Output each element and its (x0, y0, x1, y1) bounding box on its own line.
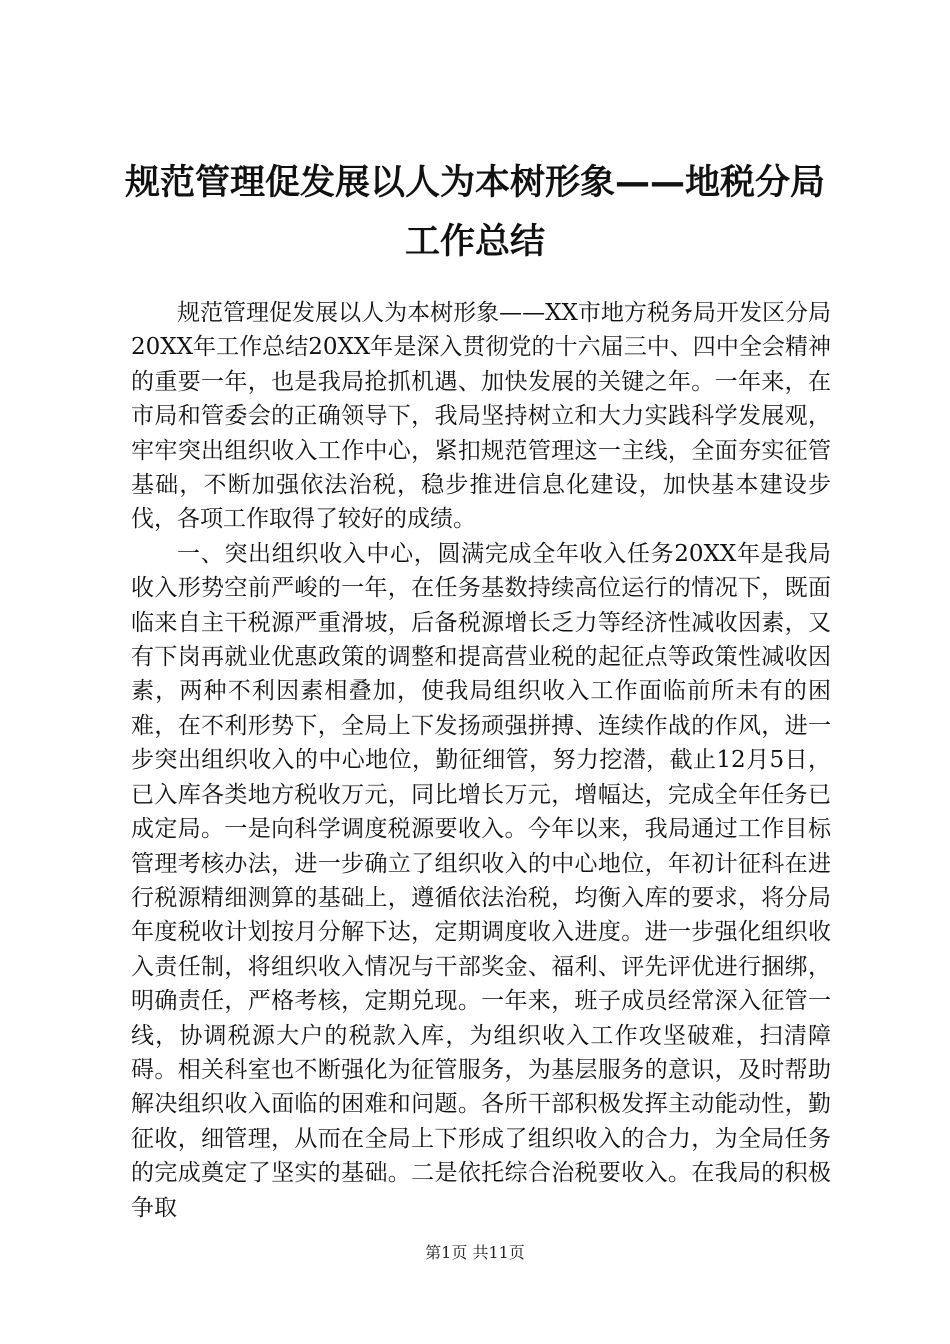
paragraph-intro: 规范管理促发展以人为本树形象——XX市地方税务局开发区分局20XX年工作总结20XX年是深入贯彻党的十六届三中、四中全会精神的重要一年，也是我局抢抓机遇、加快发展的关键之年。一年来，在市局和管委会的正确领导下，我局坚持树立和大力实践科学发展观，牢牢突出组织收入工作中心，紧扣规范管理这一主线，全面夯实征管基础，不断加强依法治税，稳步推进信息化建设，加快基本建设步伐，各项工作取得了较好的成绩。 (131, 300, 831, 533)
document-body (131, 296, 831, 1225)
page-number-footer: 第1页 共11页 (425, 1243, 525, 1262)
document-title-line-2: 工作总结 (404, 222, 545, 262)
paragraph-section-1: 一、突出组织收入中心，圆满完成全年收入任务20XX年是我局收入形势空前严峻的一年，在任务基数持续高位运行的情况下，既面临来自主干税源严重滑坡，后备税源增长乏力等经济性减收因素，又有下岗再就业优惠政策的调整和提高营业税的起征点等政策性减收因素，两种不利因素相叠加，使我局组织收入工作面临前所未有的困难，在不利形势下，全局上下发扬顽强拼搏、连续作战的作风，进一步突出组织收入的中心地位，勤征细管，努力挖潜，截止12月5日，已入库各类地方税收万元，同比增长万元，增幅达，完成全年任务已成定局。一是向科学调度税源要收入。今年以来，我局通过工作目标管理考核办法，进一步确立了组织收入的中心地位，年初计征科在进行税源精细测算的基础上，遵循依法治税，均衡入库的要求，将分局年度税收计划按月分解下达，定期调度收入进度。进一步强化组织收入责任制，将组织收入情况与干部奖金、福利、评先评优进行捆绑，明确责任，严格考核，定期兑现。一年来，班子成员经常深入征管一线，协调税源大户的税款入库，为组织收入工作攻坚破难，扫清障碍。相关科室也不断强化为征管服务，为基层服务的意识，及时帮助解决组织收入面临的困难和问题。各所干部积极发挥主动能动性，勤征收，细管理，从而在全局上下形成了组织收入的合力，为全局任务的完成奠定了坚实的基础。二是依托综合治税要收入。在我局的积极争取 (131, 540, 831, 1221)
document-title-line-1: 规范管理促发展以人为本树形象——地税分局 (124, 163, 825, 203)
